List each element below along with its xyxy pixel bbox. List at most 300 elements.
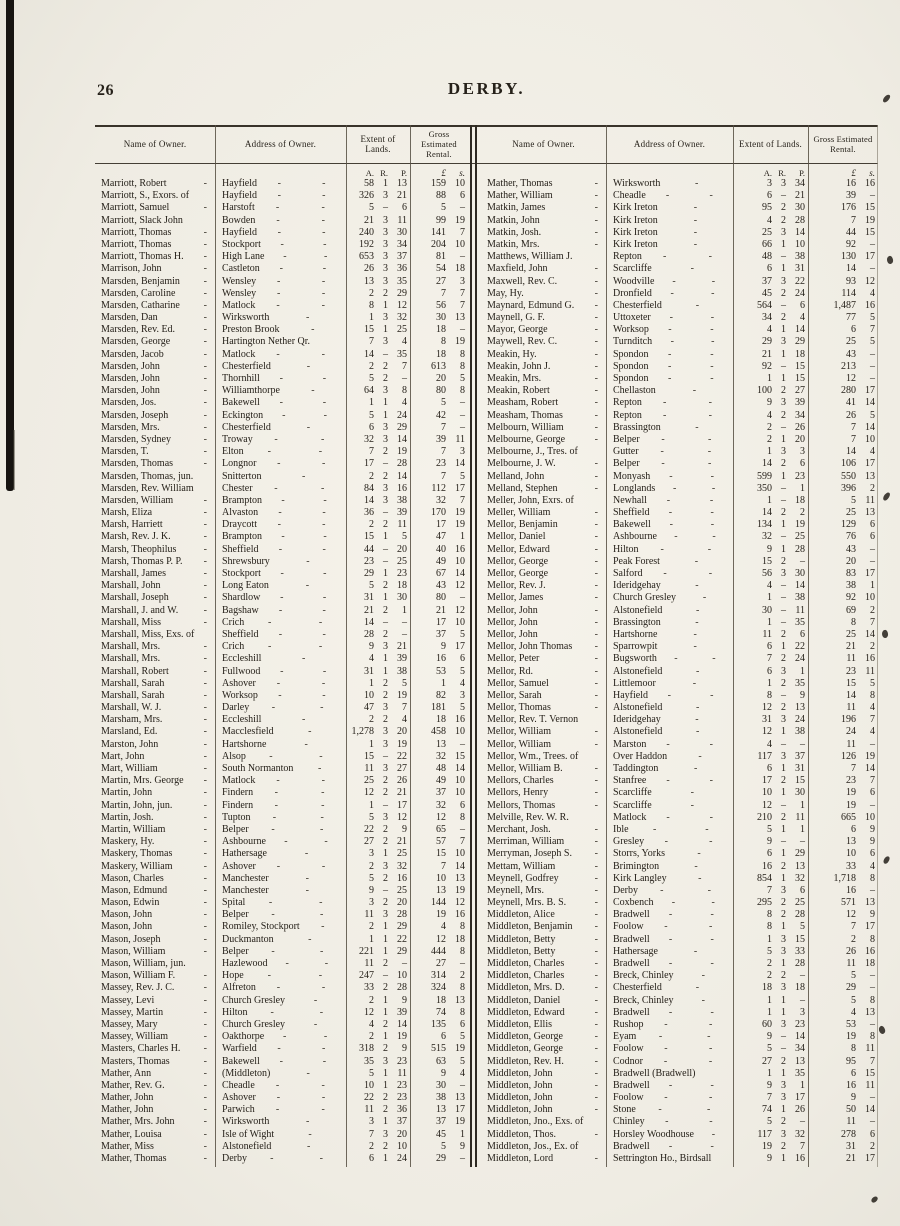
rental-shillings: 18 [455, 933, 465, 945]
extent-roods: 2 [383, 897, 388, 909]
owner-address-cell [215, 775, 346, 787]
filler-dash: - [324, 836, 328, 848]
rental-pounds: 324 [431, 982, 446, 994]
owner-name-cell [95, 544, 215, 556]
owner-address-cell [215, 617, 346, 629]
extent-of-lands-cell [733, 483, 808, 495]
extent-perches: 3 [800, 446, 805, 458]
extent-roods: 1 [383, 848, 388, 860]
extent-roods: 3 [781, 446, 786, 458]
gross-rental-cell [410, 751, 468, 763]
filler-dash: - [318, 763, 322, 774]
owner-name-cell [95, 592, 215, 604]
owner-address: Findern [222, 787, 254, 799]
owner-address-cell [606, 1092, 733, 1104]
extent-acres: 2 [369, 360, 374, 372]
extent-perches: 31 [795, 263, 805, 275]
extent-of-lands-cell [733, 1068, 808, 1080]
rental-pounds: 45 [436, 1128, 446, 1140]
owner-name-cell [95, 885, 215, 897]
owner-address-cell [215, 202, 346, 214]
extent-perches: 19 [795, 519, 805, 531]
owner-address-cell [215, 836, 346, 848]
owner-name: Marsden, John [101, 385, 160, 397]
owner-address-cell [606, 1141, 733, 1153]
rental-pounds: 5 [441, 397, 446, 409]
owner-name-cell [481, 349, 606, 361]
filler-dash: - [690, 799, 695, 811]
extent-of-lands-cell [733, 702, 808, 714]
owner-name-cell [481, 629, 606, 641]
owner-name-cell [95, 921, 215, 933]
filler-dash: - [695, 421, 699, 433]
table-row [481, 726, 878, 738]
extent-of-lands-cell [346, 446, 410, 458]
filler-dash: - [277, 458, 281, 470]
owner-name-cell [95, 300, 215, 312]
extent-acres: 18 [762, 982, 772, 994]
rental-pounds: 83 [846, 568, 856, 579]
filler-dash: - [701, 994, 705, 1006]
owner-address: Alfreton [222, 982, 256, 994]
extent-roods: 3 [383, 433, 388, 445]
extent-acres: 1 [767, 1006, 772, 1018]
owner-name-cell [481, 873, 606, 885]
table-row [481, 1116, 878, 1128]
filler-dash: - [711, 287, 715, 299]
filler-dash: - [203, 312, 207, 324]
filler-dash: - [304, 738, 308, 750]
filler-dash: - [279, 373, 283, 384]
owner-address: Repton [613, 397, 642, 409]
ink-speck [870, 1195, 878, 1204]
extent-of-lands-cell [733, 1129, 808, 1141]
owner-name-cell [95, 568, 215, 580]
owner-address-cell [215, 1129, 346, 1141]
rental-pounds: 550 [841, 470, 856, 482]
extent-roods: 1 [383, 531, 388, 543]
extent-of-lands-cell [346, 385, 410, 397]
filler-dash: - [267, 446, 271, 458]
extent-of-lands-cell [733, 568, 808, 580]
rental-pounds: 7 [851, 433, 856, 445]
owner-address: Chesterfield [222, 360, 271, 372]
rental-pounds: 54 [436, 263, 446, 275]
gross-rental-cell [410, 641, 468, 653]
owner-address-cell [215, 995, 346, 1007]
extent-roods: – [781, 1031, 786, 1043]
gross-rental-cell [808, 263, 878, 275]
extent-perches: 23 [397, 1079, 407, 1091]
extent-of-lands-cell [733, 714, 808, 726]
rental-pounds: 80 [436, 592, 446, 604]
extent-perches: 14 [795, 226, 805, 238]
table-row [95, 1007, 468, 1019]
extent-perches: 23 [795, 1018, 805, 1030]
filler-dash: - [594, 275, 598, 287]
owner-address-cell [606, 592, 733, 604]
rental-shillings: 8 [870, 933, 875, 945]
owner-name: Masters, Thomas [101, 1055, 170, 1067]
owner-name-cell [95, 787, 215, 799]
rental-pounds: 144 [431, 897, 446, 909]
owner-name-cell [95, 519, 215, 531]
rental-shillings: 19 [865, 214, 875, 226]
owner-name: Mellor, George [487, 568, 549, 579]
rental-shillings: 4 [870, 726, 875, 738]
extent-acres: 5 [369, 580, 374, 592]
owner-address: Castleton [222, 263, 260, 275]
extent-perches: 25 [795, 531, 805, 543]
table-row [95, 787, 468, 799]
filler-dash: - [594, 860, 598, 872]
rental-shillings: 10 [865, 433, 875, 445]
extent-perches: – [800, 970, 805, 982]
filler-dash: - [276, 1092, 281, 1104]
extent-perches: 23 [795, 470, 805, 482]
owner-address-cell [215, 190, 346, 202]
filler-dash: - [304, 848, 309, 860]
extent-of-lands-cell [733, 775, 808, 787]
extent-acres: 1,278 [351, 726, 374, 738]
unit-pounds: £ [441, 168, 446, 178]
rental-pounds: 18 [436, 348, 446, 360]
filler-dash: - [669, 519, 673, 531]
owner-address-cell [606, 836, 733, 848]
owner-address: Cheadle [222, 1079, 255, 1091]
gross-rental-cell [808, 531, 878, 543]
filler-dash: - [305, 580, 310, 592]
rental-shillings: 16 [455, 714, 465, 726]
rental-shillings: 16 [865, 178, 875, 189]
filler-dash: - [269, 750, 273, 762]
filler-dash: - [203, 385, 207, 397]
table-row [481, 641, 878, 653]
rental-pounds: 29 [436, 1153, 446, 1164]
extent-perches: 4 [800, 312, 805, 324]
owner-address-cell [606, 751, 733, 763]
owner-name: Mason, Joseph [101, 933, 161, 945]
owner-address-cell [215, 641, 346, 653]
owner-address: Settrington Ho., Birdsall [613, 1153, 712, 1164]
owner-address: Gutter [613, 446, 639, 458]
table-row [95, 483, 468, 495]
extent-of-lands-cell [346, 556, 410, 568]
table-row [95, 1104, 468, 1116]
extent-perches: – [800, 836, 805, 848]
owner-name: Middleton, Daniel [487, 994, 561, 1006]
owner-address-cell [606, 995, 733, 1007]
rental-shillings: 15 [865, 226, 875, 238]
filler-dash: - [318, 616, 323, 628]
owner-name: Marshall, Mrs. [101, 641, 161, 653]
table-row [481, 775, 878, 787]
extent-of-lands-cell [733, 507, 808, 519]
owner-name-cell [95, 1019, 215, 1031]
table-row [481, 495, 878, 507]
extent-of-lands-cell [346, 276, 410, 288]
owner-address: Preston Brook [222, 324, 280, 336]
rental-shillings: 14 [455, 458, 465, 470]
table-row [95, 1080, 468, 1092]
rental-pounds: 43 [846, 348, 856, 360]
rental-shillings: – [870, 884, 875, 896]
filler-dash: - [674, 531, 678, 543]
rental-shillings: 17 [455, 482, 465, 494]
extent-acres: 1 [369, 397, 374, 409]
owner-name-cell [95, 1068, 215, 1080]
table-row [95, 434, 468, 446]
filler-dash: - [203, 1043, 207, 1055]
gross-rental-cell [808, 934, 878, 946]
extent-acres: 5 [369, 409, 374, 421]
owner-name-cell [481, 848, 606, 860]
owner-name: Marriott, Robert [101, 178, 167, 189]
rental-shillings: 8 [460, 385, 465, 397]
owner-name: Mason, Charles [101, 872, 164, 884]
owner-name-cell [95, 410, 215, 422]
owner-address-cell [606, 1116, 733, 1128]
extent-of-lands-cell [733, 556, 808, 568]
extent-roods: 2 [781, 202, 786, 214]
extent-of-lands-cell [346, 714, 410, 726]
owner-address: Bradwell [613, 933, 650, 945]
table-row [95, 1141, 468, 1153]
rental-shillings: 15 [455, 750, 465, 762]
gross-rental-cell [808, 982, 878, 994]
table-row [481, 885, 878, 897]
filler-dash: - [278, 689, 282, 701]
extent-perches: 28 [795, 958, 805, 969]
extent-perches: 38 [397, 665, 407, 677]
owner-name-cell [95, 1080, 215, 1092]
extent-perches: 27 [397, 763, 407, 774]
owner-address: Williamthorpe [222, 385, 280, 397]
extent-roods: 2 [781, 970, 786, 982]
rental-shillings: 7 [870, 1055, 875, 1067]
filler-dash: - [203, 421, 207, 433]
rental-pounds: 37 [436, 628, 446, 640]
rental-shillings: – [870, 799, 875, 811]
rental-shillings: 18 [865, 958, 875, 969]
filler-dash: - [695, 714, 699, 726]
filler-dash: - [203, 653, 207, 665]
extent-of-lands-cell [733, 458, 808, 470]
owner-address-cell [215, 495, 346, 507]
filler-dash: - [275, 202, 280, 214]
table-row [481, 300, 878, 312]
gross-rental-cell [808, 471, 878, 483]
extent-acres: 27 [762, 1055, 772, 1067]
extent-acres: 30 [762, 604, 772, 616]
county-heading: DERBY. [447, 79, 526, 98]
extent-of-lands-cell [733, 239, 808, 251]
rental-shillings: – [870, 555, 875, 567]
owner-name-cell [95, 653, 215, 665]
gross-rental-cell [808, 397, 878, 409]
owner-name-cell [481, 897, 606, 909]
filler-dash: - [322, 592, 327, 604]
extent-acres: 2 [369, 287, 374, 299]
extent-roods: 1 [781, 641, 786, 653]
rental-pounds: 53 [436, 665, 446, 677]
owner-name-cell [95, 995, 215, 1007]
owner-address-cell [606, 202, 733, 214]
table-row [481, 861, 878, 873]
extent-perches: 25 [397, 324, 407, 336]
owner-address: Bradwell [613, 1079, 650, 1091]
owner-address-cell [606, 385, 733, 397]
table-row [95, 556, 468, 568]
owner-address-cell [606, 909, 733, 921]
filler-dash: - [203, 1116, 207, 1128]
owner-name: Marshall, Miss, Exs. of [101, 628, 195, 640]
owner-address-cell [606, 629, 733, 641]
extent-perches: 4 [402, 397, 407, 409]
gross-rental-cell [410, 800, 468, 812]
gross-rental-cell [808, 812, 878, 824]
owner-name: May, Hy. [487, 287, 524, 299]
owner-name-cell [481, 215, 606, 227]
owner-name: Mettam, William [487, 860, 556, 872]
owner-address-cell [215, 544, 346, 556]
owner-name-cell [481, 605, 606, 617]
extent-roods: 2 [781, 1140, 786, 1152]
filler-dash: - [668, 909, 673, 921]
extent-perches: 9 [800, 689, 805, 701]
filler-dash: - [711, 1128, 716, 1140]
filler-dash: - [668, 373, 672, 384]
owner-address-cell [215, 787, 346, 799]
owner-address-cell [215, 263, 346, 275]
extent-of-lands-cell [346, 531, 410, 543]
filler-dash: - [594, 1153, 598, 1164]
extent-perches: 37 [795, 750, 805, 762]
filler-dash: - [594, 848, 598, 860]
gross-rental-cell [410, 568, 468, 580]
owner-address-cell [606, 1043, 733, 1055]
table-row [481, 1031, 878, 1043]
extent-perches: 6 [800, 458, 805, 470]
rental-pounds: 12 [436, 811, 446, 823]
gross-rental-cell [808, 848, 878, 860]
filler-dash: - [322, 507, 326, 519]
gross-rental-cell [410, 690, 468, 702]
filler-dash: - [274, 482, 278, 494]
rental-pounds: 93 [846, 275, 856, 287]
extent-acres: 21 [762, 348, 772, 360]
extent-perches: 26 [795, 1104, 805, 1116]
owner-address: Alstonefield [613, 726, 663, 738]
rental-pounds: 49 [436, 775, 446, 787]
table-row [95, 190, 468, 202]
extent-of-lands-cell [346, 787, 410, 799]
filler-dash: - [268, 897, 273, 909]
extent-acres: 14 [364, 348, 374, 360]
owner-address-cell [215, 507, 346, 519]
rental-pounds: 27 [436, 958, 446, 969]
rental-shillings: 1 [870, 580, 875, 592]
owner-address-cell [215, 812, 346, 824]
filler-dash: - [322, 1043, 326, 1055]
owner-address: Hayfield [222, 178, 257, 189]
extent-perches: 31 [795, 763, 805, 774]
rental-shillings: 19 [455, 1043, 465, 1055]
extent-perches: 3 [800, 1006, 805, 1018]
filler-dash: - [594, 1018, 598, 1030]
binding-edge-shadow [13, 430, 15, 490]
extent-acres: 192 [359, 238, 374, 250]
owner-address: High Lane [222, 251, 265, 263]
owner-name-cell [481, 934, 606, 946]
rental-pounds: 7 [851, 921, 856, 933]
extent-of-lands-cell [733, 897, 808, 909]
owner-name-cell [481, 1080, 606, 1092]
extent-perches: 20 [397, 726, 407, 738]
filler-dash: - [594, 921, 598, 933]
filler-dash: - [203, 494, 207, 506]
gross-rental-cell [808, 653, 878, 665]
gross-rental-cell [410, 592, 468, 604]
rental-shillings: 14 [865, 1104, 875, 1116]
extent-acres: 653 [359, 251, 374, 263]
rental-shillings: 13 [455, 1092, 465, 1104]
extent-perches: 34 [795, 1043, 805, 1055]
extent-acres: 7 [369, 1128, 374, 1140]
extent-roods: 1 [781, 1104, 786, 1116]
extent-perches: 36 [397, 1104, 407, 1116]
gross-rental-cell [410, 458, 468, 470]
extent-of-lands-cell [346, 1043, 410, 1055]
owner-name: Measham, Thomas [487, 409, 563, 421]
rental-pounds: 49 [436, 555, 446, 567]
owner-address: Ashbourne [613, 531, 657, 543]
filler-dash: - [267, 641, 272, 653]
extent-acres: 56 [762, 568, 772, 579]
gross-rental-cell [410, 617, 468, 629]
extent-acres: 35 [364, 1055, 374, 1067]
extent-of-lands-cell [346, 1080, 410, 1092]
owner-address: Bradwell [613, 909, 650, 921]
filler-dash: - [203, 714, 207, 726]
gross-rental-cell [410, 410, 468, 422]
filler-dash: - [203, 531, 207, 543]
extent-acres: 240 [359, 226, 374, 238]
gross-rental-cell [808, 1019, 878, 1031]
extent-perches: 13 [795, 1055, 805, 1067]
gross-rental-cell [808, 775, 878, 787]
owner-address-cell [606, 410, 733, 422]
owner-name-cell [481, 397, 606, 409]
owner-address-cell [215, 556, 346, 568]
gross-rental-cell [410, 678, 468, 690]
owner-address-cell [215, 568, 346, 580]
owner-name: Mellor, William [487, 726, 552, 738]
extent-acres: 247 [359, 970, 374, 982]
owner-name: Marsden, T. [101, 446, 149, 458]
owner-name: Marsden, John [101, 360, 160, 372]
filler-dash: - [313, 994, 318, 1006]
filler-dash: - [594, 226, 598, 238]
owner-name: Meakin, Mrs. [487, 373, 542, 384]
extent-acres: 31 [364, 592, 374, 604]
filler-dash: - [710, 470, 714, 482]
filler-dash: - [709, 836, 713, 848]
owner-name-cell [95, 556, 215, 568]
extent-perches: 27 [795, 385, 805, 397]
owner-address-cell [606, 519, 733, 531]
rental-shillings: 7 [460, 226, 465, 238]
